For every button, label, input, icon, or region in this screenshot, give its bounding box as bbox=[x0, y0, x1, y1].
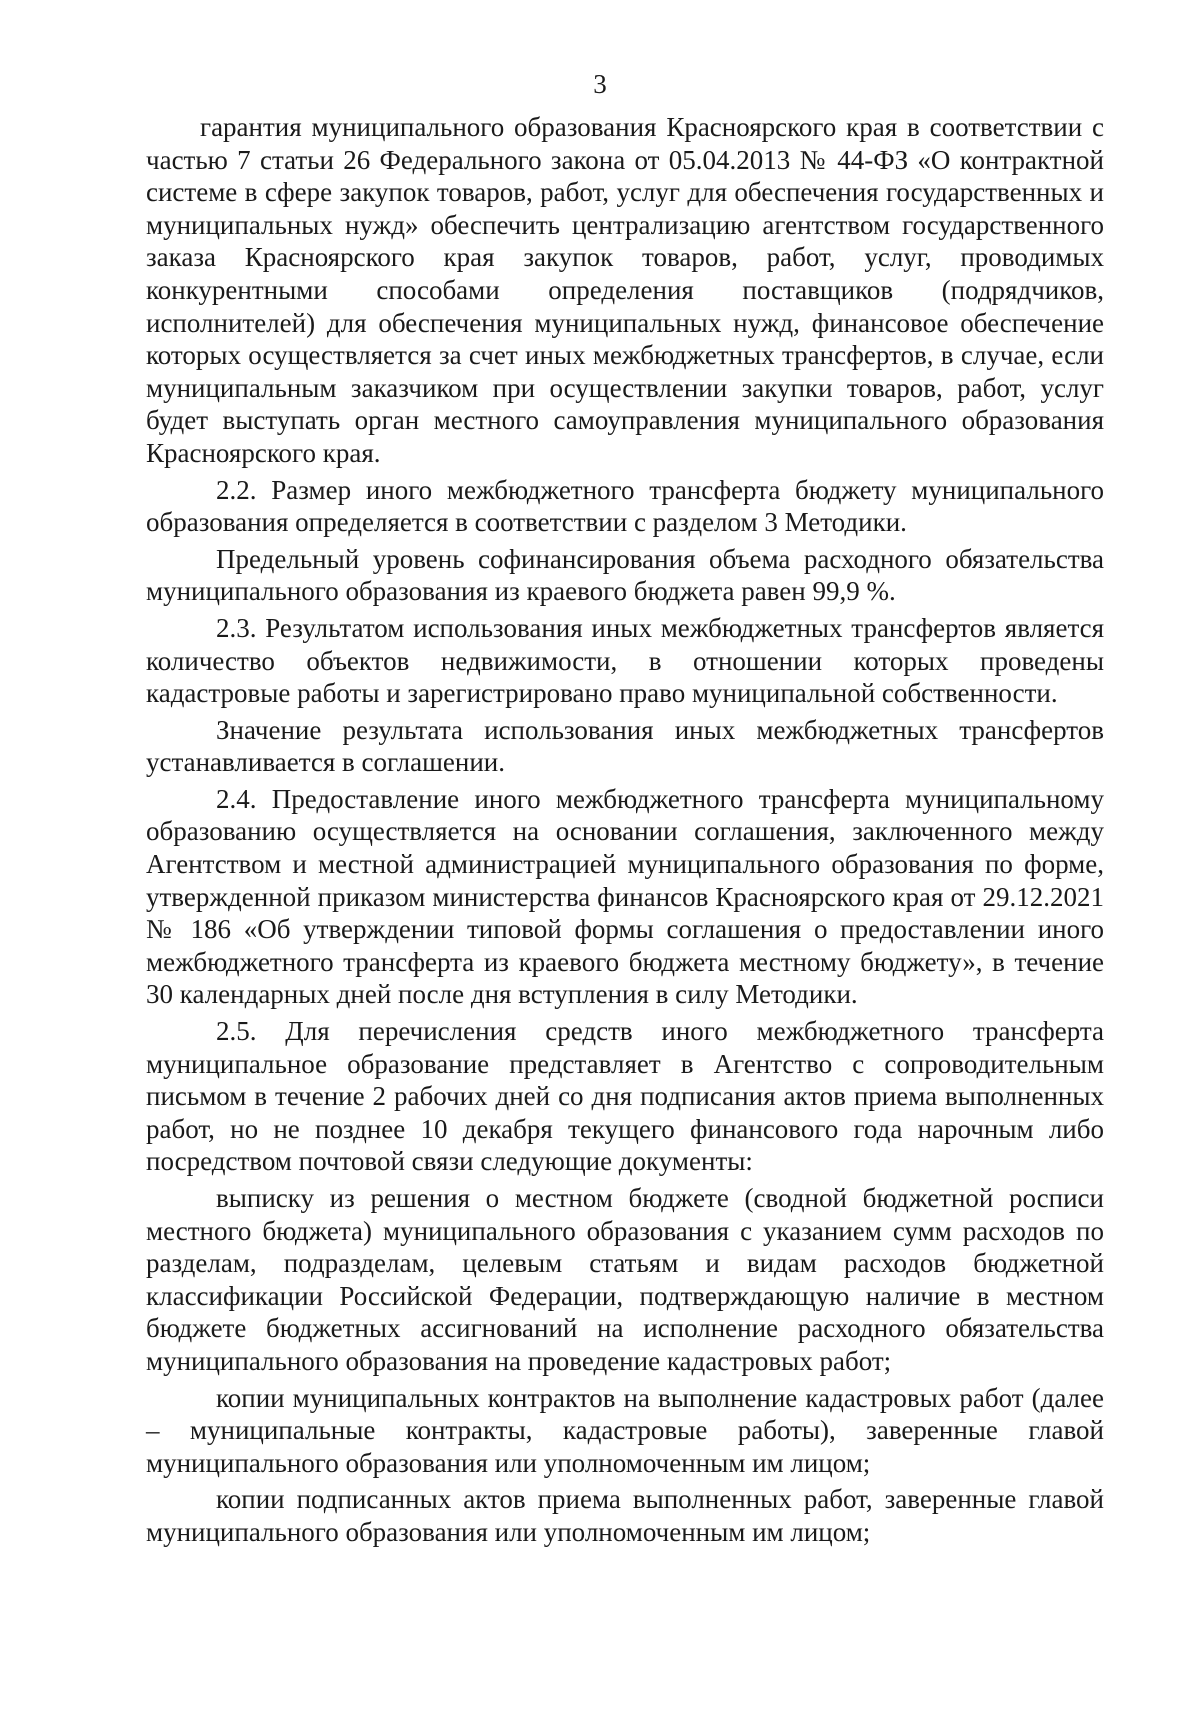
document-body bbox=[146, 111, 1104, 1549]
paragraph-2-5: 2.5. Для перечисления средств иного межбюджетного трансферта муниципальное образование представляет в Агентство с сопроводительным письмом в течение 2 рабочих дней со дня подписания актов приема выполненных работ, но не позднее 10 декабря текущего финансового года нарочным либо посредством почтовой связи следующие документы: bbox=[146, 1016, 1104, 1177]
paragraph-2-4: 2.4. Предоставление иного межбюджетного трансферта муниципальному образованию осуществляется на основании соглашения, заключенного между Агентством и местной администрацией муниципального образования по форме, утвержденной приказом министерства финансов Красноярского края от 29.12.2021 № 186 «Об утверждении типовой формы соглашения о предоставлении иного межбюджетного трансферта из краевого бюджета местному бюджету», в течение 30 календарных дней после дня вступления в силу Методики. bbox=[146, 783, 1104, 1010]
list-item-budget-extract: выписку из решения о местном бюджете (сводной бюджетной росписи местного бюджета) муниципального образования с указанием сумм расходов по разделам, подразделам, целевым статьям и видам расходов бюджетной классификации Российской Федерации, подтверждающую наличие в местном бюджете бюджетных ассигнований на исполнение расходного обязательства муниципального образования на проведение кадастровых работ; bbox=[146, 1183, 1104, 1376]
paragraph-guarantee: гарантия муниципального образования Красноярского края в соответствии с частью 7 статьи 26 Федерального закона от 05.04.2013 № 44-ФЗ «О контрактной системе в сфере закупок товаров, работ, услуг для обеспечения государственных и муниципальных нужд» обеспечить централизацию агентством государственного заказа Красноярского края закупок товаров, работ, услуг, проводимых конкурентными способами определения поставщиков (подрядчиков, исполнителей) для обеспечения муниципальных нужд, финансовое обеспечение которых осуществляется за счет иных межбюджетных трансфертов, в случае, если муниципальным заказчиком при осуществлении закупки товаров, работ, услуг будет выступать орган местного самоуправления муниципального образования Красноярского края. bbox=[146, 112, 1104, 468]
paragraph-2-2: 2.2. Размер иного межбюджетного трансферта бюджету муниципального образования определяется в соответствии с разделом 3 Методики. bbox=[146, 474, 1104, 538]
list-item-contract-copies: копии муниципальных контрактов на выполнение кадастровых работ (далее – муниципальные контракты, кадастровые работы), заверенные главой муниципального образования или уполномоченным им лицом; bbox=[146, 1382, 1104, 1478]
paragraph-2-3: 2.3. Результатом использования иных межбюджетных трансфертов является количество объектов недвижимости, в отношении которых проведены кадастровые работы и зарегистрировано право муниципальной собственности. bbox=[146, 612, 1104, 709]
paragraph-result-value: Значение результата использования иных межбюджетных трансфертов устанавливается в соглашении. bbox=[146, 714, 1104, 778]
page-number: 3 bbox=[593, 69, 607, 99]
paragraph-cofinancing-level: Предельный уровень софинансирования объема расходного обязательства муниципального образования из краевого бюджета равен 99,9 %. bbox=[146, 543, 1104, 607]
list-item-acceptance-acts: копии подписанных актов приема выполненных работ, заверенные главой муниципального образования или уполномоченным им лицом; bbox=[146, 1484, 1104, 1547]
